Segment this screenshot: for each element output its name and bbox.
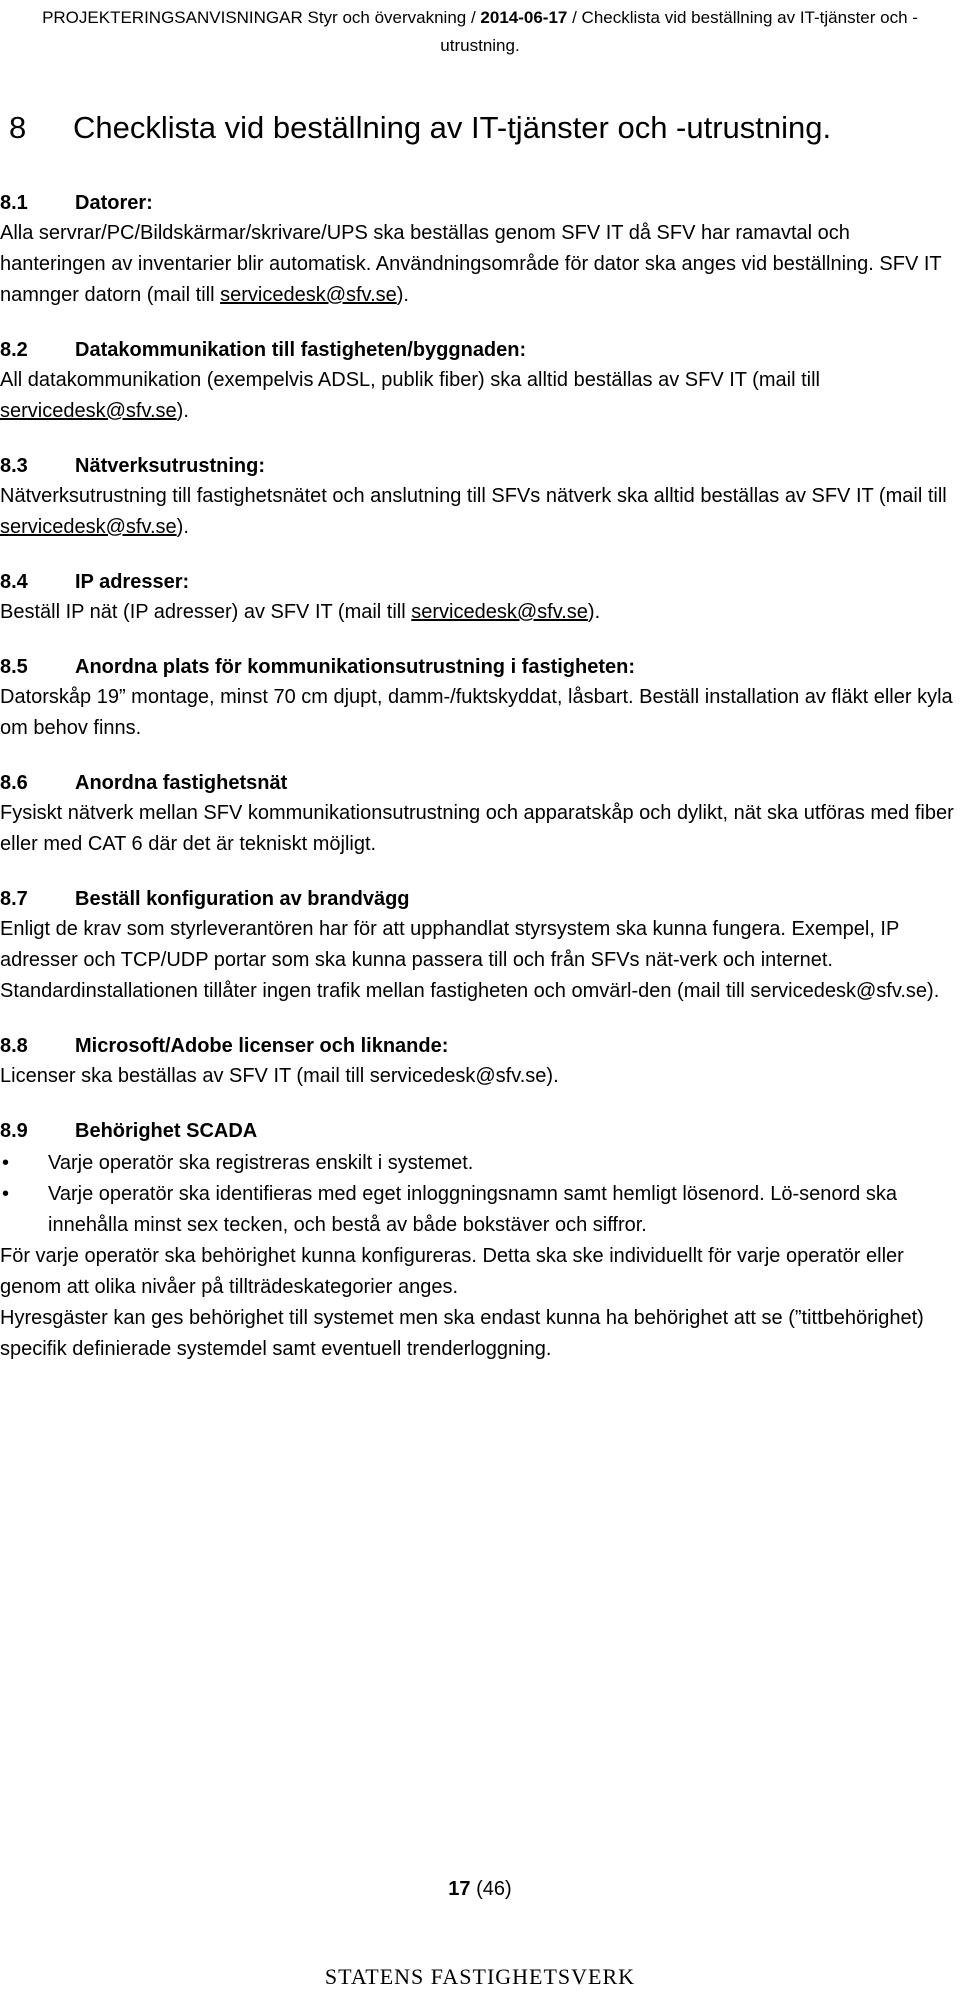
section-8-7 (0, 884, 956, 1007)
text-run: ). (396, 284, 409, 306)
section-text (0, 597, 956, 628)
section-title: Datorer: (75, 192, 153, 214)
section-heading (0, 451, 956, 481)
header-title: PROJEKTERINGSANVISNINGAR Styr och övervakning / (42, 8, 481, 27)
section-title: IP adresser: (75, 571, 190, 593)
section-title: Nätverksutrustning: (75, 455, 266, 477)
section-heading (0, 1031, 956, 1061)
chapter-number: 8 (9, 110, 27, 145)
list-item-text: Varje operatör ska identifieras med eget inloggningsnamn samt hemligt lösenord. Lö-senord ska innehålla minst sex tecken, och bestå av både bokstäver och siffror. (48, 1183, 897, 1236)
section-number: 8.9 (0, 1120, 28, 1142)
section-number: 8.5 (0, 656, 28, 678)
section-8-2 (0, 335, 956, 427)
header-line-2: utrustning. (440, 36, 520, 55)
page-number (0, 1878, 960, 1901)
email-link[interactable]: servicedesk@sfv.se (220, 284, 397, 306)
section-8-5 (0, 652, 956, 744)
section-text: Enligt de krav som styrleverantören har för att upphandlat styrsystem ska kunna fungera. Exempel, IP adresser och TCP/UDP portar som ska kunna passera till och från SFVs nät-verk och internet. Standardinstallationen tillåter ingen trafik mellan fastigheten och omvärl-den (mail till servicedesk@sfv.se). (0, 918, 940, 1002)
section-8-6 (0, 768, 956, 860)
header-subtitle: / Checklista vid beställning av IT-tjänster och - (567, 8, 918, 27)
section-number: 8.4 (0, 571, 28, 593)
section-heading (0, 567, 956, 597)
section-title: Microsoft/Adobe licenser och liknande: (75, 1035, 449, 1057)
section-text (0, 481, 956, 543)
email-link[interactable]: servicedesk@sfv.se (0, 516, 177, 538)
section-title: Datakommunikation till fastigheten/byggnaden: (75, 339, 527, 361)
text-run: ). (587, 601, 601, 623)
document-body (0, 108, 956, 1389)
text-run: All datakommunikation (exempelvis ADSL, publik fiber) ska alltid beställas av SFV IT (mail till (0, 369, 820, 391)
section-heading (0, 652, 956, 682)
chapter-title: Checklista vid beställning av IT-tjänster och -utrustning. (73, 110, 832, 145)
section-text: Datorskåp 19” montage, minst 70 cm djupt, damm-/fuktskyddat, låsbart. Beställ installation av fläkt eller kyla om behov finns. (0, 686, 953, 739)
text-run: ). (176, 516, 189, 538)
chapter-heading (9, 108, 956, 148)
text-run: Beställ IP nät (IP adresser) av SFV IT (mail till (0, 601, 412, 623)
section-8-4 (0, 567, 956, 628)
section-heading (0, 1116, 956, 1146)
page-current: 17 (448, 1878, 471, 1900)
bullet-list (0, 1148, 956, 1241)
section-number: 8.1 (0, 192, 28, 214)
header-date: 2014-06-17 (480, 8, 568, 27)
section-text: Fysiskt nätverk mellan SFV kommunikationsutrustning och apparatskåp och dylikt, nät ska utföras med fiber eller med CAT 6 där det är tekniskt möjligt. (0, 802, 954, 855)
page-header (0, 4, 960, 60)
email-link[interactable]: servicedesk@sfv.se (411, 601, 588, 623)
section-number: 8.2 (0, 339, 28, 361)
section-text: Hyresgäster kan ges behörighet till systemet men ska endast kunna ha behörighet att se (”tittbehörighet) specifik definierade systemdel samt eventuell trenderloggning. (0, 1307, 924, 1360)
bullet-icon: • (2, 1183, 10, 1205)
text-run: ). (176, 400, 189, 422)
section-heading (0, 884, 956, 914)
section-number: 8.6 (0, 772, 28, 794)
section-heading (0, 188, 956, 218)
section-number: 8.3 (0, 455, 28, 477)
section-number: 8.8 (0, 1035, 28, 1057)
text-run: Alla servrar/PC/Bildskärmar/skrivare/UPS ska beställas genom SFV IT då SFV har ramavtal och hanteringen av inventarier blir automatisk. Användningsområde för dator ska anges vid beställning. SFV IT namnger datorn (mail till (0, 222, 942, 306)
header-line-1 (0, 4, 960, 32)
section-text (0, 365, 956, 427)
section-8-9 (0, 1116, 956, 1365)
section-title: Anordna fastighetsnät (75, 772, 288, 794)
list-item (0, 1148, 956, 1179)
section-title: Beställ konfiguration av brandvägg (75, 888, 410, 910)
text-run: Nätverksutrustning till fastighetsnätet och anslutning till SFVs nätverk ska alltid beställas av SFV IT (mail till (0, 485, 947, 507)
section-title: Anordna plats för kommunikationsutrustning i fastigheten: (75, 656, 636, 678)
bullet-icon: • (2, 1152, 10, 1174)
section-8-1 (0, 188, 956, 311)
list-item-text: Varje operatör ska registreras enskilt i systemet. (48, 1152, 474, 1174)
section-text: För varje operatör ska behörighet kunna konfigureras. Detta ska ske individuellt för varje operatör eller genom att olika nivåer på tillträdeskategorier anges. (0, 1245, 904, 1298)
section-title: Behörighet SCADA (75, 1120, 258, 1142)
email-link[interactable]: servicedesk@sfv.se (0, 400, 177, 422)
section-text (0, 218, 956, 311)
section-number: 8.7 (0, 888, 28, 910)
page-total: (46) (476, 1878, 512, 1900)
section-heading (0, 335, 956, 365)
footer-logo-text: STATENS FASTIGHETSVERK (324, 1964, 636, 1989)
section-8-3 (0, 451, 956, 543)
section-8-8 (0, 1031, 956, 1092)
list-item (0, 1179, 956, 1241)
section-text: Licenser ska beställas av SFV IT (mail till servicedesk@sfv.se). (0, 1065, 559, 1087)
section-heading (0, 768, 956, 798)
